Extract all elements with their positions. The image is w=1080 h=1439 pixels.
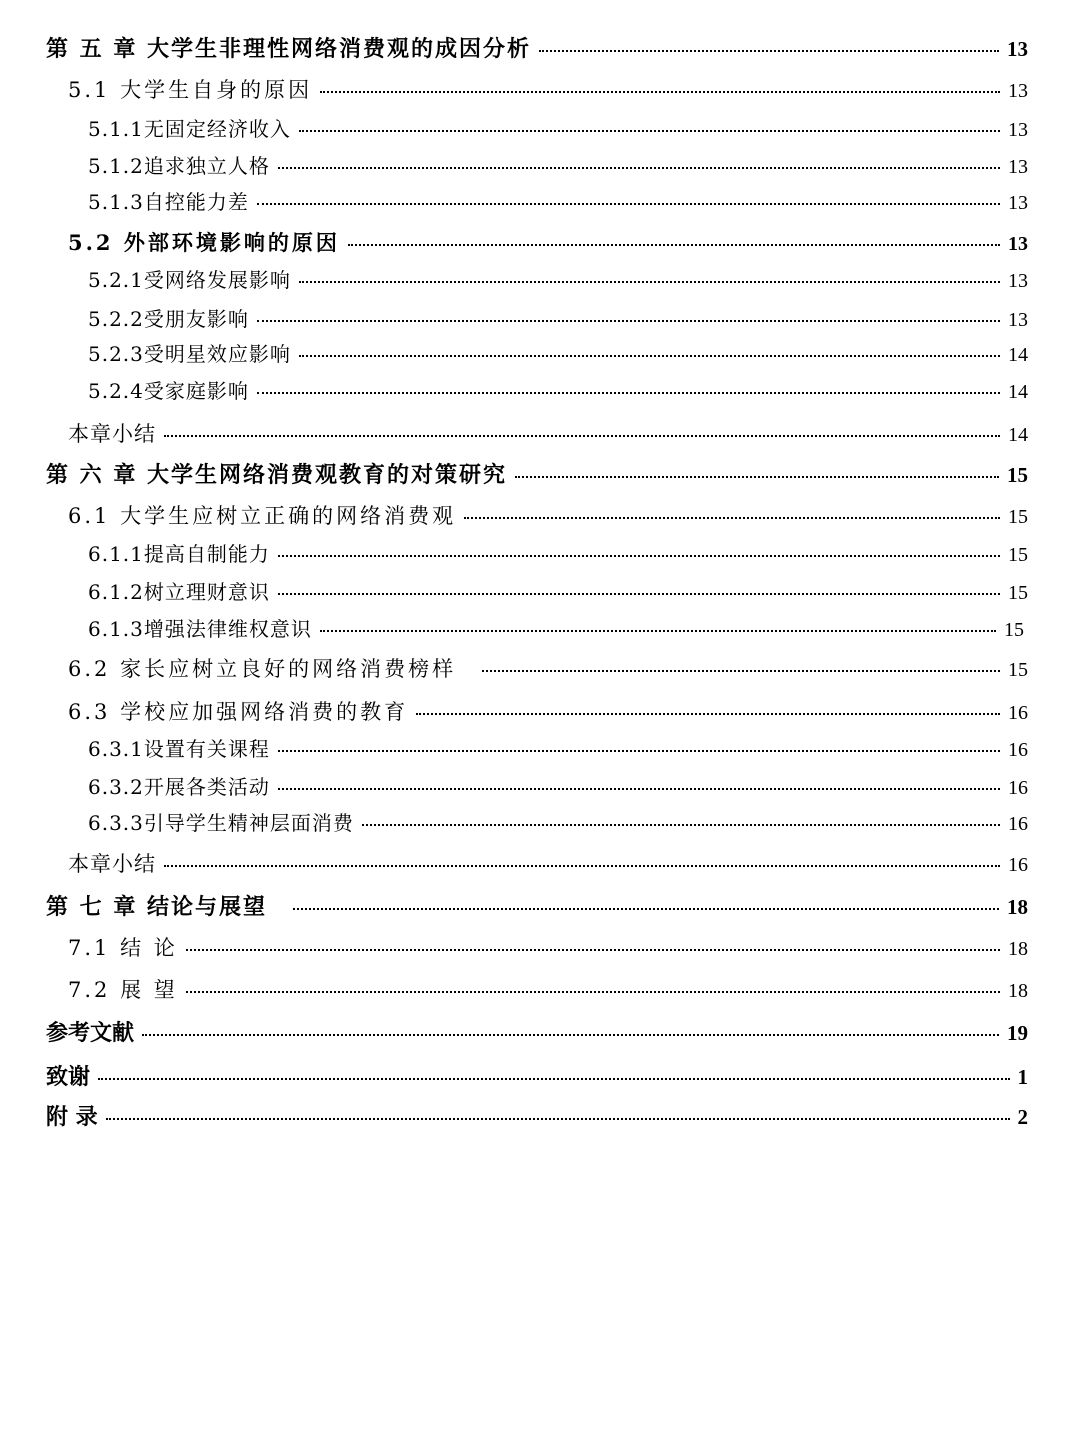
toc-entry-label: 7.2 展 望 <box>68 978 178 1002</box>
toc-entry-page: 18 <box>1007 895 1028 919</box>
toc-entry-label: 本章小结 <box>68 852 156 876</box>
toc-entry-label: 6.1.2树立理财意识 <box>88 580 270 604</box>
toc-entry-label: 第 五 章 大学生非理性网络消费观的成因分析 <box>46 36 531 62</box>
toc-entry-label: 6.2 家长应树立良好的网络消费榜样 <box>68 657 457 681</box>
toc-entry-5-1[interactable] <box>68 80 1028 101</box>
dot-leader <box>278 593 1000 595</box>
toc-entry-label: 6.3.2开展各类活动 <box>88 775 270 799</box>
dot-leader <box>299 281 1000 283</box>
toc-entry-page: 15 <box>1008 544 1028 566</box>
toc-entry-page: 13 <box>1007 37 1028 61</box>
toc-entry-chapter-5-summary[interactable] <box>68 424 1028 445</box>
toc-entry-chapter-6[interactable] <box>46 464 1028 486</box>
toc-entry-7-2[interactable] <box>68 980 1028 1001</box>
toc-entry-page: 15 <box>1008 659 1028 681</box>
dot-leader <box>299 130 1000 132</box>
toc-entry-page: 13 <box>1008 119 1028 141</box>
toc-entry-label: 第 七 章 结论与展望 <box>46 894 267 920</box>
toc-entry-label: 6.1 大学生应树立正确的网络消费观 <box>68 504 457 528</box>
dot-leader <box>257 320 1000 322</box>
toc-entry-label: 5.2.2受朋友影响 <box>88 307 249 331</box>
toc-entry-label: 7.1 结 论 <box>68 936 178 960</box>
dot-leader <box>278 167 1000 169</box>
toc-entry-7-1[interactable] <box>68 938 1028 959</box>
toc-entry-chapter-7[interactable] <box>46 896 1028 918</box>
dot-leader <box>293 908 999 910</box>
toc-entry-6-1-1[interactable] <box>88 544 1028 565</box>
dot-leader <box>416 713 1000 715</box>
toc-entry-6-3-3[interactable] <box>88 813 1028 834</box>
toc-entry-page: 16 <box>1008 739 1028 761</box>
dot-leader <box>464 517 1000 519</box>
toc-entry-label: 6.1.1提高自制能力 <box>88 542 270 566</box>
toc-entry-label: 5.1.2追求独立人格 <box>88 154 270 178</box>
toc-entry-label: 6.3.3引导学生精神层面消费 <box>88 811 354 835</box>
dot-leader <box>257 392 1000 394</box>
toc-entry-page: 14 <box>1008 344 1028 366</box>
toc-entry-page: 2 <box>1017 1105 1028 1129</box>
toc-entry-page: 13 <box>1008 156 1028 178</box>
toc-entry-6-2[interactable] <box>68 659 1028 680</box>
dot-leader <box>257 203 1000 205</box>
toc-entry-page: 15 <box>1008 506 1028 528</box>
toc-entry-page: 16 <box>1008 854 1028 876</box>
dot-leader <box>106 1118 1010 1120</box>
dot-leader <box>278 788 1000 790</box>
toc-entry-page: 16 <box>1008 813 1028 835</box>
toc-entry-label: 第 六 章 大学生网络消费观教育的对策研究 <box>46 462 507 488</box>
dot-leader <box>320 91 1000 93</box>
dot-leader <box>278 750 1000 752</box>
toc-entry-page: 14 <box>1008 381 1028 403</box>
toc-entry-page: 14 <box>1008 424 1028 446</box>
dot-leader <box>186 991 1000 993</box>
toc-entry-5-1-2[interactable] <box>88 156 1028 177</box>
dot-leader <box>539 50 999 52</box>
toc-entry-6-3[interactable] <box>68 702 1028 723</box>
toc-entry-6-3-1[interactable] <box>88 739 1028 760</box>
toc-entry-label: 5.2.3受明星效应影响 <box>88 342 291 366</box>
toc-entry-label: 5.1.3自控能力差 <box>88 190 249 214</box>
toc-entry-label: 附 录 <box>46 1104 98 1130</box>
dot-leader <box>348 244 1000 246</box>
toc-entry-page: 15 <box>1007 463 1028 487</box>
toc-entry-chapter-5[interactable] <box>46 38 1028 60</box>
toc-entry-5-2-4[interactable] <box>88 381 1028 402</box>
toc-entry-6-3-2[interactable] <box>88 777 1028 798</box>
toc-entry-label: 6.3.1设置有关课程 <box>88 737 270 761</box>
toc-entry-page: 13 <box>1008 233 1028 255</box>
dot-leader <box>278 555 1000 557</box>
toc-entry-label: 5.2.1受网络发展影响 <box>88 268 291 292</box>
dot-leader <box>98 1078 1009 1080</box>
toc-entry-chapter-6-summary[interactable] <box>68 854 1028 875</box>
toc-entry-6-1-2[interactable] <box>88 582 1028 603</box>
toc-entry-5-1-1[interactable] <box>88 119 1028 140</box>
toc-entry-references[interactable] <box>46 1022 1028 1044</box>
toc-entry-5-2[interactable] <box>68 232 1028 254</box>
dot-leader <box>482 670 1000 672</box>
toc-entry-5-2-3[interactable] <box>88 344 1028 365</box>
toc-entry-acknowledgements[interactable] <box>46 1066 1028 1088</box>
toc-entry-label: 5.2 外部环境影响的原因 <box>68 230 340 255</box>
toc-entry-page: 16 <box>1008 777 1028 799</box>
toc-entry-page: 13 <box>1008 80 1028 102</box>
toc-entry-page: 13 <box>1008 192 1028 214</box>
toc-entry-5-2-1[interactable] <box>88 270 1028 291</box>
toc-entry-label: 5.1.1无固定经济收入 <box>88 117 291 141</box>
toc-entry-5-1-3[interactable] <box>88 192 1028 213</box>
toc-entry-page: 15 <box>1008 582 1028 604</box>
toc-entry-label: 致谢 <box>46 1064 91 1090</box>
dot-leader <box>142 1034 999 1036</box>
toc-entry-page: 13 <box>1008 270 1028 292</box>
toc-entry-page: 18 <box>1008 938 1028 960</box>
toc-entry-6-1-3[interactable] <box>88 619 1024 640</box>
toc-entry-label: 本章小结 <box>68 422 156 446</box>
toc-entry-label: 5.1 大学生自身的原因 <box>68 78 313 102</box>
toc-entry-label: 6.3 学校应加强网络消费的教育 <box>68 700 409 724</box>
dot-leader <box>164 435 1000 437</box>
toc-entry-page: 19 <box>1007 1021 1028 1045</box>
toc-entry-5-2-2[interactable] <box>88 309 1028 330</box>
toc-entry-page: 15 <box>1004 619 1024 641</box>
dot-leader <box>515 476 999 478</box>
toc-entry-page: 13 <box>1008 309 1028 331</box>
toc-entry-label: 参考文献 <box>46 1020 135 1046</box>
toc-entry-6-1[interactable] <box>68 506 1028 527</box>
dot-leader <box>362 824 1000 826</box>
dot-leader <box>186 949 1000 951</box>
dot-leader <box>299 355 1000 357</box>
toc-entry-page: 16 <box>1008 702 1028 724</box>
toc-entry-page: 18 <box>1008 980 1028 1002</box>
toc-entry-appendix[interactable] <box>46 1106 1028 1128</box>
dot-leader <box>164 865 1000 867</box>
toc-entry-label: 5.2.4受家庭影响 <box>88 379 249 403</box>
toc-entry-label: 6.1.3增强法律维权意识 <box>88 617 312 641</box>
dot-leader <box>320 630 996 632</box>
toc-entry-page: 1 <box>1017 1065 1028 1089</box>
